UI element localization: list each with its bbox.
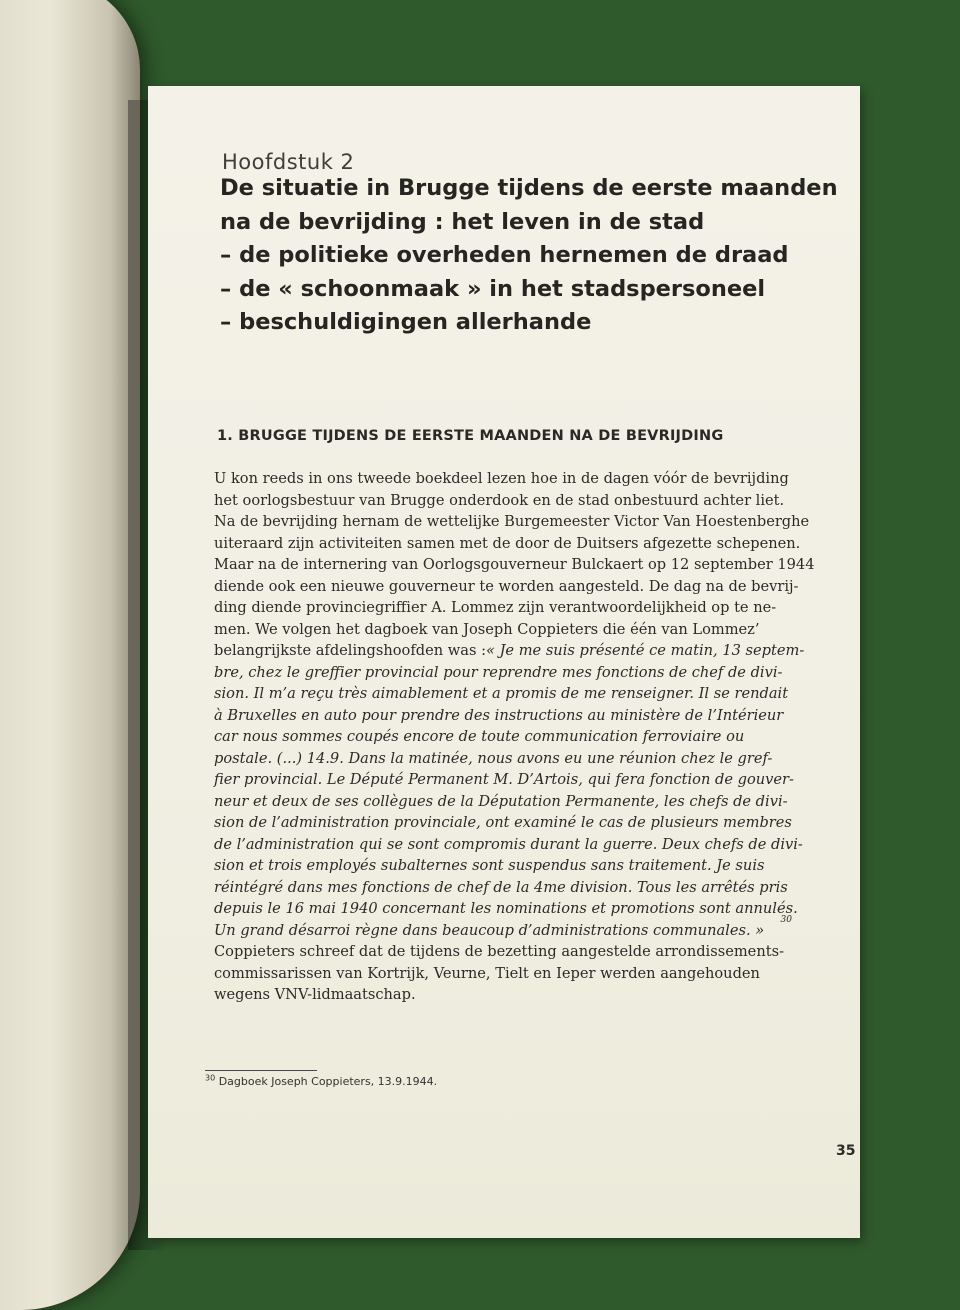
body-line: men. We volgen het dagboek van Joseph Coppieters die één van Lommez’ — [214, 620, 760, 638]
body-line: het oorlogsbestuur van Brugge onderdook en de stad onbestuurd achter liet. — [214, 491, 785, 509]
quote-line: sion et trois employés subalternes sont suspendus sans traitement. Je suis — [214, 857, 765, 874]
section-heading: 1. BRUGGE TIJDENS DE EERSTE MAANDEN NA DE BEVRIJDING — [217, 428, 724, 444]
left-page-edge — [0, 0, 140, 1310]
quote-line: sion de l’administration provinciale, ont examiné le cas de plusieurs membres — [214, 814, 792, 831]
quote-line: car nous sommes coupés encore de toute communication ferroviaire ou — [214, 728, 745, 745]
quote-line: fier provincial. Le Député Permanent M. D’Artois, qui fera fonction de gouver- — [214, 771, 794, 788]
chapter-title-line: – de politieke overheden hernemen de draad — [220, 242, 789, 268]
body-line: diende ook een nieuwe gouverneur te worden aangesteld. De dag na de bevrij- — [214, 577, 799, 595]
quote-line: réintégré dans mes fonctions de chef de la 4me division. Tous les arrêtés pris — [214, 878, 788, 896]
footnote-divider — [205, 1070, 317, 1071]
quote-line: Un grand désarroi règne dans beaucoup d’administrations communales. » 30 — [214, 920, 792, 942]
chapter-title-line: – beschuldigingen allerhande — [220, 309, 592, 335]
footnote-text: Dagboek Joseph Coppieters, 13.9.1944. — [218, 1075, 438, 1088]
chapter-title-line: De situatie in Brugge tijdens de eerste maanden — [220, 175, 838, 201]
quote-line: bre, chez le greffier provincial pour reprendre mes fonctions de chef de divi- — [214, 663, 783, 681]
body-line: ding diende provinciegriffier A. Lommez zijn verantwoordelijkheid op te ne- — [214, 599, 777, 616]
quote-line: postale. (...) 14.9. Dans la matinée, nous avons eu une réunion chez le gref- — [214, 749, 773, 767]
quote-line: depuis le 16 mai 1940 concernant les nominations et promotions sont annulés. — [214, 900, 798, 917]
quote-start: « Je me suis présenté ce matin, 13 septem- — [486, 642, 805, 659]
body-line: Coppieters schreef dat de tijdens de bezetting aangestelde arrondissements- — [214, 943, 784, 960]
body-line: commissarissen van Kortrijk, Veurne, Tielt en Ieper werden aangehouden — [214, 964, 760, 982]
quote-line: sion. Il m’a reçu très aimablement et a promis de me renseigner. Il se rendait — [214, 685, 789, 702]
footnote-number: 30 — [205, 1073, 216, 1083]
body-line: Maar na de internering van Oorlogsgouverneur Bulckaert op 12 september 1944 — [214, 556, 815, 573]
quote-line: de l’administration qui se sont compromis durant la guerre. Deux chefs de divi- — [214, 835, 803, 853]
chapter-title-line: – de « schoonmaak » in het stadspersoneel — [220, 275, 766, 302]
quote-line: à Bruxelles en auto pour prendre des instructions au ministère de l’Intérieur — [214, 706, 784, 724]
chapter-label: Hoofdstuk 2 — [222, 150, 355, 174]
body-line: uiteraard zijn activiteiten samen met de door de Duitsers afgezette schepenen. — [214, 534, 801, 552]
chapter-title — [220, 172, 838, 340]
footnote-ref: 30 — [780, 914, 792, 925]
body-line: U kon reeds in ons tweede boekdeel lezen hoe in de dagen vóór de bevrijding — [214, 470, 789, 487]
page-number: 35 — [836, 1143, 856, 1159]
body-line: belangrijkste afdelingshoofden was : « Je me suis présenté ce matin, 13 septem- — [214, 640, 792, 662]
chapter-title-line: na de bevrijding : het leven in de stad — [220, 208, 705, 235]
quote-line: neur et deux de ses collègues de la Députation Permanente, les chefs de divi- — [214, 792, 788, 810]
body-line: wegens VNV-lidmaatschap. — [214, 986, 416, 1003]
body-text — [214, 468, 815, 1006]
footnote — [205, 1075, 437, 1088]
body-line: Na de bevrijding hernam de wettelijke Burgemeester Victor Van Hoestenberghe — [214, 513, 810, 530]
